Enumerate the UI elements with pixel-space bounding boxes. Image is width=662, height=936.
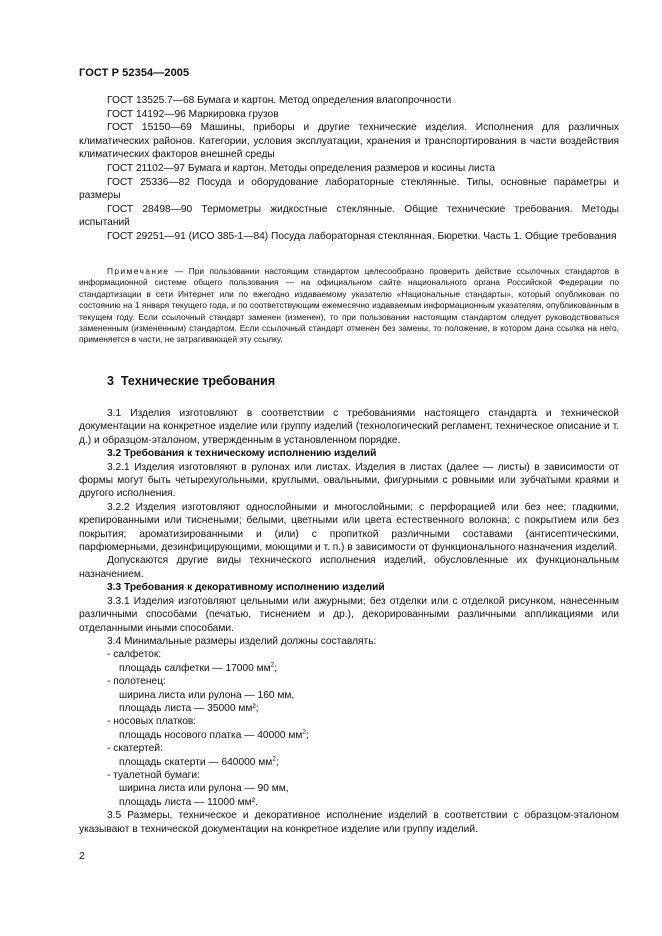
section-body (79, 407, 619, 836)
subheading-3-2: 3.2 Требования к техническому исполнению изделий (107, 448, 377, 460)
reference-item: ГОСТ 29251—91 (ИСО 385-1—84) Посуда лабораторная стеклянная. Бюретки. Часть 1. Общие требования (107, 230, 617, 242)
size-line: площадь листа — 35000 мм²; (119, 702, 259, 714)
section-title: Технические требования (120, 374, 276, 388)
note-block (79, 266, 619, 346)
paragraph-3-2-2: 3.2.2 Изделия изготовляют однослойными и многослойными; с перфорацией или без нее; гладкими, крепированными или тиснеными; белыми, цветными или цвета естественного волокна; с покрытием или без покрытия; ароматизированными и (или) с пропиткой различными составами (антисептическими, парфюмерными, дезинфицирующими, моющими и т. п.) в зависимости от функционального назначения изделий. (79, 501, 619, 554)
document-header: ГОСТ Р 52354—2005 (79, 67, 190, 79)
reference-item: ГОСТ 13525.7—68 Бумага и картон. Метод определения влагопрочности (107, 95, 452, 106)
reference-item: ГОСТ 14192—96 Маркировка грузов (107, 108, 279, 120)
reference-item: ГОСТ 15150—69 Машины, приборы и другие технические изделия. Исполнения для различных климатических районов. Категории, условия эксплуатации, хранения и транспортирования в части воздействия климатических факторов внешней среды (79, 122, 619, 161)
size-item-towels: - полотенец: (107, 676, 166, 688)
paragraph-3-2-2-extra: Допускаются другие виды технического исполнения изделий, обусловленные их функциональным назначением. (79, 555, 619, 580)
reference-item: ГОСТ 28498—90 Термометры жидкостные стеклянные. Общие технические требования. Методы испытаний (79, 203, 619, 229)
section-number: 3 (107, 374, 114, 388)
size-line: площадь носового платка — 40000 $мм^2$; (119, 728, 309, 741)
reference-item: ГОСТ 21102—97 Бумага и картон. Методы определения размеров и косины листа (107, 162, 496, 174)
size-line: площадь скатерти — 640000 $мм^2$; (119, 755, 279, 768)
page-number: 2 (79, 850, 85, 862)
note-paragraph (79, 266, 619, 346)
paragraph-3-4: 3.4 Минимальные размеры изделий должны составлять: (107, 635, 377, 647)
reference-item: ГОСТ 25336—82 Посуда и оборудование лабораторные стеклянные. Типы, основные параметры и размеры (79, 176, 619, 202)
size-item-toilet-paper: - туалетной бумаги: (107, 769, 200, 781)
size-item-tablecloths: - скатертей: (107, 743, 163, 755)
section-heading (107, 374, 275, 388)
paragraph-3-1: 3.1 Изделия изготовляют в соответствии с требованиями настоящего стандарта и технической документации на конкретное изделие или группу изделий (технологический регламент, техническое описание и т. д.) и образцом-эталоном, утвержденным в установленном порядке. (79, 408, 619, 446)
size-line: площадь листа — 11000 мм². (119, 796, 258, 808)
size-line: ширина листа или рулона — 160 мм, (119, 689, 295, 701)
size-line: ширина листа или рулона — 90 мм, (119, 783, 289, 795)
note-label: Примечание (107, 266, 170, 276)
size-line: площадь салфетки — 17000 $мм^2$; (119, 661, 278, 674)
paragraph-3-5: 3.5 Размеры, техническое и декоративное исполнение изделий в соответствии с образцом-эталоном указывают в технической документации на конкретное изделие или группу изделий. (79, 810, 619, 835)
paragraph-3-3-1: 3.3.1 Изделия изготовляют цельными или ажурными; без отделки или с отделкой рисунком, нанесенным различными способами (печатью, тиснением и др.), декорированными различными аппликациями или отделанными иными способами. (79, 595, 619, 634)
normative-references-list (79, 94, 619, 244)
note-text: — При пользовании настоящим стандартом целесообразно проверить действие ссылочных стандартов в информационной системе общего пользования — на официальном сайте национального органа Российской Федерации по стандартизации в сети Интернет или по ежегодно издаваемому указателю «Национальные стандарты», который опубликован по состоянию на 1 января текущего года, и по соответствующим ежемесячно издаваемым информационным указателям, опубликованным в текущем году. Если ссылочный стандарт заменен (изменен), то при пользовании настоящим стандартом следует руководствоваться замененным (измененным) стандартом. Если ссылочный стандарт отменен без замены, то положение, в котором дана ссылка на него, применяется в части, не затрагивающей эту ссылку. (79, 266, 620, 345)
size-item-napkins: - салфеток: (107, 649, 162, 661)
size-item-handkerchiefs: - носовых платков: (107, 716, 197, 728)
paragraph-3-2-1: 3.2.1 Изделия изготовляют в рулонах или листах. Изделия в листах (далее — листы) в зависимости от формы могут быть четырехугольными, круглыми, овальными, фигурными с ровными или зубчатыми краями и другого исполнения. (79, 461, 619, 500)
subheading-3-3: 3.3 Требования к декоративному исполнению изделий (107, 582, 385, 594)
